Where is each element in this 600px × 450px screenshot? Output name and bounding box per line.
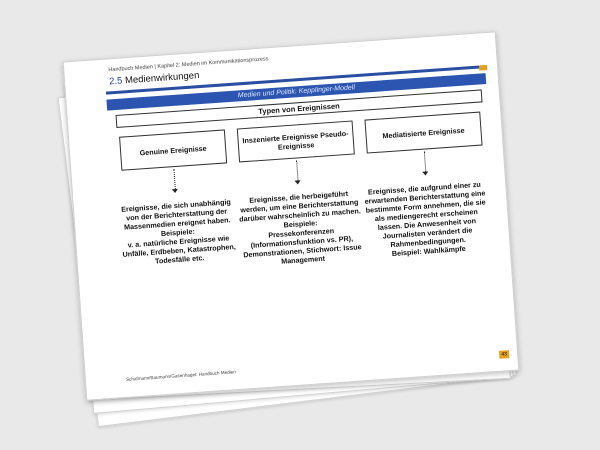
column-box-genuine: Genuine Ereignisse <box>119 129 227 170</box>
page-number-badge: 43 <box>499 350 510 359</box>
description-genuine: Ereignisse, die sich unabhängig von der Berichterstattung der Massenmedien ereignet haben. Beispiele: v. a. natürliche Ereignisse wie Unfälle, Erdbeben, Katastrophen, Todesfälle etc. <box>120 197 237 266</box>
section-title: Medienwirkungen <box>124 70 200 87</box>
slide-title <box>109 70 200 87</box>
footer-source: Schafmann/Baumann/Gasenhagel: Handbuch Medien <box>125 369 236 382</box>
dotted-arrow-icon <box>173 169 176 191</box>
description-mediatized: Ereignisse, die aufgrund einer zu erwartenden Berichterstattung eine bestimmte Form annehmen, die sie als mediengerecht erscheinen lassen. Die Anwesenheit von Journalisten verändert die Rahmenbedingungen. Beispiel: Wahlkämpfe <box>364 179 486 259</box>
dotted-arrow-icon <box>424 152 427 174</box>
accent-marker <box>479 65 487 71</box>
column-box-staged: Inszenierte Ereignisse Pseudo-Ereignisse <box>237 120 355 162</box>
types-header: Typen von Ereignissen <box>116 89 483 128</box>
dotted-arrow-icon <box>296 160 299 182</box>
presentation-slide <box>63 31 520 400</box>
breadcrumb: Handbuch Medien | Kapitel 2: Medien im Kommunikationsprozess <box>108 56 269 74</box>
description-staged: Ereignisse, die herbeigeführt werden, um eine Berichterstattung darüber wahrscheinlich zu machen. Beispiele: Pressekonferenzen (Informationsfunktion vs. PR), Demonstrationen, Stichwort: Issue Management <box>238 188 362 266</box>
section-number: 2.5 <box>108 75 123 88</box>
column-box-mediatized: Mediatisierte Ereignisse <box>364 112 482 154</box>
model-banner: Medien und Politik: Kepplinger-Modell <box>106 73 486 110</box>
